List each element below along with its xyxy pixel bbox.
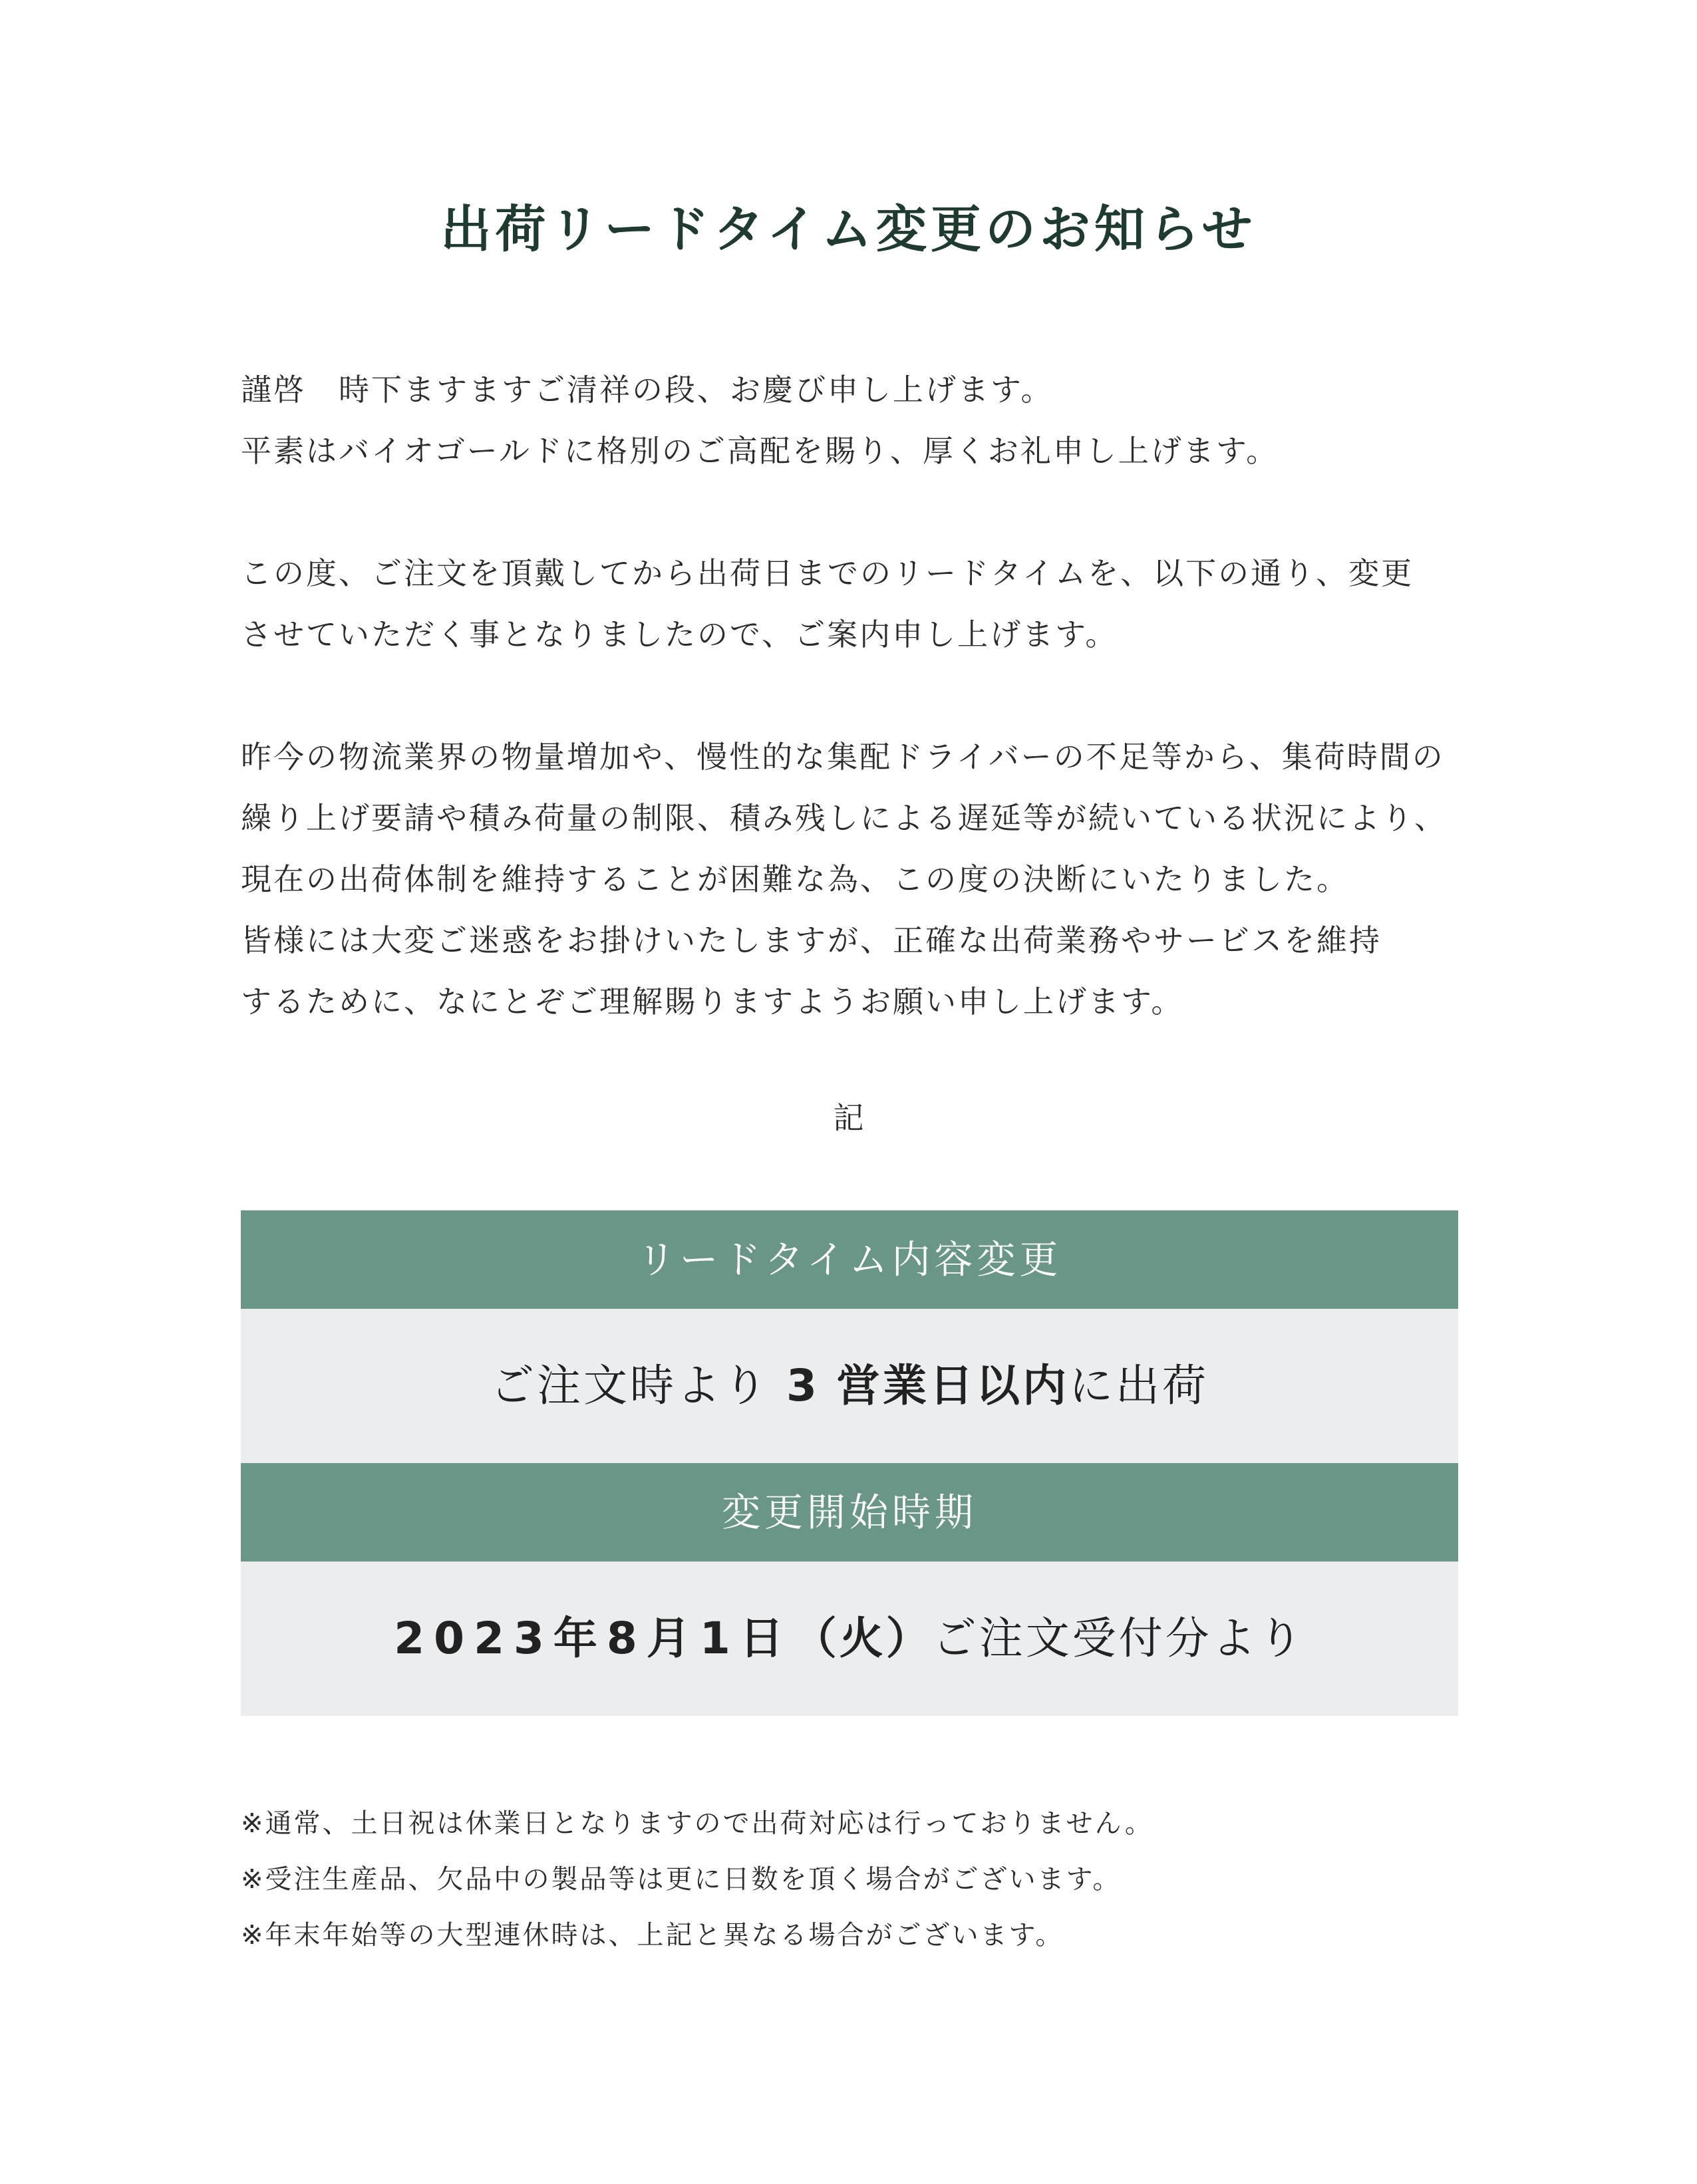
paragraph-line: 現在の出荷体制を維持することが困難な為、この度の決断にいたりました。: [241, 861, 1349, 897]
leadtime-days: 3: [786, 1360, 820, 1411]
paragraph-line: 皆様には大変ご迷惑をお掛けいたしますが、正確な出荷業務やサービスを維持: [241, 922, 1382, 958]
paragraph-line: させていただく事となりましたので、ご案内申し上げます。: [241, 616, 1118, 652]
greeting-block: [241, 359, 1465, 481]
announcement-paragraph: [241, 543, 1465, 665]
greeting-line: 謹啓 時下ますますご清祥の段、お慶び申し上げます。: [241, 372, 1054, 408]
notes-list: [241, 1796, 1465, 1963]
ki-marker: 記: [833, 1100, 864, 1136]
note-item: ※受注生産品、欠品中の製品等は更に日数を頂く場合がございます。: [241, 1864, 1122, 1895]
leadtime-emphasis: 営業日以内: [836, 1360, 1069, 1411]
note-item: ※年末年始等の大型連休時は、上記と異なる場合がございます。: [241, 1920, 1064, 1951]
paragraph-line: 繰り上げ要請や積み荷量の制限、積み残しによる遅延等が続いている状況により、: [241, 800, 1447, 836]
start-weekday: （火）: [792, 1613, 933, 1664]
start-suffix: ご注文受付分より: [932, 1613, 1305, 1664]
leadtime-box: [241, 1210, 1458, 1463]
start-box: [241, 1463, 1458, 1716]
leadtime-header: リードタイム内容変更: [241, 1210, 1458, 1309]
page-title: 出荷リードタイム変更のお知らせ: [440, 200, 1257, 259]
paragraph-line: この度、ご注文を頂戴してから出荷日までのリードタイムを、以下の通り、変更: [241, 555, 1414, 591]
start-content: [241, 1562, 1458, 1716]
greeting-line: 平素はバイオゴールドに格別のご高配を賜り、厚くお礼申し上げます。: [241, 433, 1279, 469]
leadtime-content: [241, 1309, 1458, 1463]
reason-paragraph: [241, 726, 1465, 1032]
start-date: 2023年8月1日: [394, 1613, 793, 1664]
note-item: ※通常、土日祝は休業日となりますので出荷対応は行っておりません。: [241, 1808, 1154, 1839]
start-header: 変更開始時期: [241, 1463, 1458, 1562]
leadtime-prefix: ご注文時より: [490, 1360, 770, 1411]
paragraph-line: するために、なにとぞご理解賜りますようお願い申し上げます。: [241, 984, 1184, 1020]
leadtime-suffix: に出荷: [1068, 1360, 1209, 1411]
paragraph-line: 昨今の物流業界の物量増加や、慢性的な集配ドライバーの不足等から、集荷時間の: [241, 739, 1445, 775]
